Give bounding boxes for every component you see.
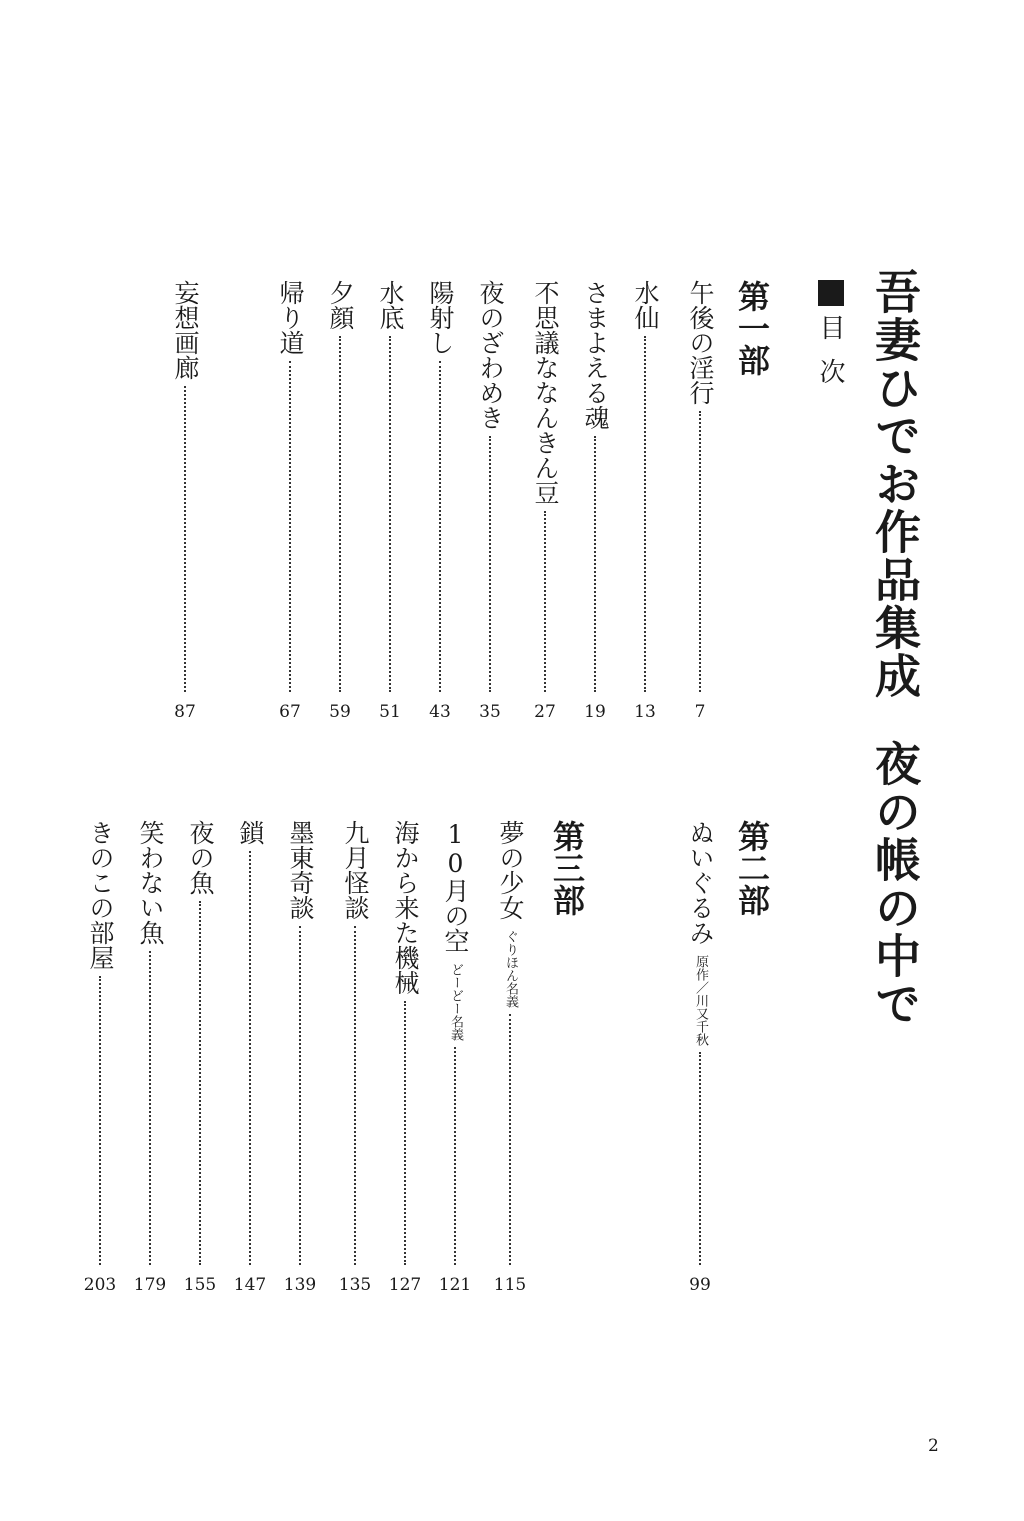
entry-title: さまよえる魂 [581, 280, 610, 430]
entry-title: 陽射し [426, 280, 455, 355]
entry-page-number: 135 [338, 1275, 372, 1295]
book-title [862, 268, 928, 1028]
entry-page-number: 99 [689, 1275, 711, 1295]
entry-page-number: 155 [183, 1275, 217, 1295]
entry-title: ぬいぐるみ [686, 820, 715, 945]
part-heading: 第一部 [733, 280, 771, 376]
dotted-leader [199, 901, 201, 1265]
entry-title: 夜の魚 [186, 820, 215, 895]
entry-page-number: 115 [493, 1275, 527, 1295]
entry-title: 帰り道 [276, 280, 305, 355]
toc-entry[interactable] [678, 820, 722, 1295]
entry-subtitle: ぐりほん名義 [503, 930, 518, 1008]
toc-label: 目次 [815, 314, 845, 402]
entry-page-number: 13 [634, 702, 656, 722]
entry-page-number: 51 [379, 702, 401, 722]
entry-page-number: 27 [534, 702, 556, 722]
toc-entry[interactable] [268, 280, 312, 722]
page-number: 2 [928, 1436, 939, 1456]
toc-entry[interactable] [523, 280, 567, 722]
entry-page-number: 43 [429, 702, 451, 722]
toc-entry[interactable] [368, 280, 412, 722]
dotted-leader [454, 1047, 456, 1265]
toc-entry[interactable] [418, 280, 462, 722]
toc-entry[interactable] [433, 820, 477, 1295]
dotted-leader [339, 336, 341, 692]
dotted-leader [289, 361, 291, 692]
entry-title: 妄想画廊 [171, 280, 200, 380]
entry-title: 夢の少女 [496, 820, 525, 920]
entry-title: 水仙 [631, 280, 660, 330]
entry-page-number: 87 [174, 702, 196, 722]
dotted-leader [544, 511, 546, 692]
entry-page-number: 139 [283, 1275, 317, 1295]
entry-page-number: 7 [694, 702, 706, 722]
toc-entry[interactable] [623, 280, 667, 722]
dotted-leader [404, 1001, 406, 1265]
toc-entry[interactable] [488, 820, 532, 1295]
toc-entry[interactable] [383, 820, 427, 1295]
toc-entry[interactable] [468, 280, 512, 722]
dotted-leader [249, 851, 251, 1265]
part-heading: 第三部 [548, 820, 586, 916]
toc-entry[interactable] [278, 820, 322, 1295]
entry-subtitle: どーどー名義 [448, 963, 463, 1041]
entry-title: 九月怪談 [341, 820, 370, 920]
entry-page-number: 35 [479, 702, 501, 722]
toc-entry[interactable] [678, 280, 722, 722]
entry-title: 夜のざわめき [476, 280, 505, 430]
entry-title: 水底 [376, 280, 405, 330]
entry-title: 夕顔 [326, 280, 355, 330]
entry-title: 10月の空 [441, 820, 470, 953]
toc-entry[interactable] [78, 820, 122, 1295]
dotted-leader [489, 436, 491, 692]
toc-entry[interactable] [333, 820, 377, 1295]
dotted-leader [594, 436, 596, 692]
toc-entry[interactable] [163, 280, 207, 722]
dotted-leader [509, 1014, 511, 1265]
dotted-leader [99, 976, 101, 1265]
entry-page-number: 67 [279, 702, 301, 722]
dotted-leader [354, 926, 356, 1265]
toc-entry[interactable] [178, 820, 222, 1295]
entry-title: 笑わない魚 [136, 820, 165, 945]
entry-page-number: 59 [329, 702, 351, 722]
toc-entry[interactable] [318, 280, 362, 722]
entry-page-number: 147 [233, 1275, 267, 1295]
series-title: 吾妻ひでお作品集成 [868, 268, 922, 700]
dotted-leader [644, 336, 646, 692]
entry-page-number: 127 [388, 1275, 422, 1295]
entry-title: きのこの部屋 [86, 820, 115, 970]
square-bullet-icon [818, 280, 844, 306]
entry-page-number: 203 [83, 1275, 117, 1295]
toc-entry[interactable] [573, 280, 617, 722]
dotted-leader [439, 361, 441, 692]
entry-title: 午後の淫行 [686, 280, 715, 405]
entry-title: 海から来た機械 [391, 820, 420, 995]
entry-title: 不思議ななんきん豆 [531, 280, 560, 505]
entry-title: 墨東奇談 [286, 820, 315, 920]
toc-entry[interactable] [228, 820, 272, 1295]
dotted-leader [389, 336, 391, 692]
dotted-leader [299, 926, 301, 1265]
dotted-leader [699, 411, 701, 692]
dotted-leader [184, 386, 186, 692]
volume-title: 夜の帳の中で [868, 740, 922, 1028]
entry-subtitle: 原作／川又千秋 [693, 955, 708, 1046]
toc-entry[interactable] [128, 820, 172, 1295]
dotted-leader [699, 1052, 701, 1265]
toc-heading [812, 280, 849, 402]
part-heading: 第二部 [733, 820, 771, 916]
entry-page-number: 179 [133, 1275, 167, 1295]
entry-title: 鎖 [236, 820, 265, 845]
entry-page-number: 121 [438, 1275, 472, 1295]
entry-page-number: 19 [584, 702, 606, 722]
dotted-leader [149, 951, 151, 1265]
